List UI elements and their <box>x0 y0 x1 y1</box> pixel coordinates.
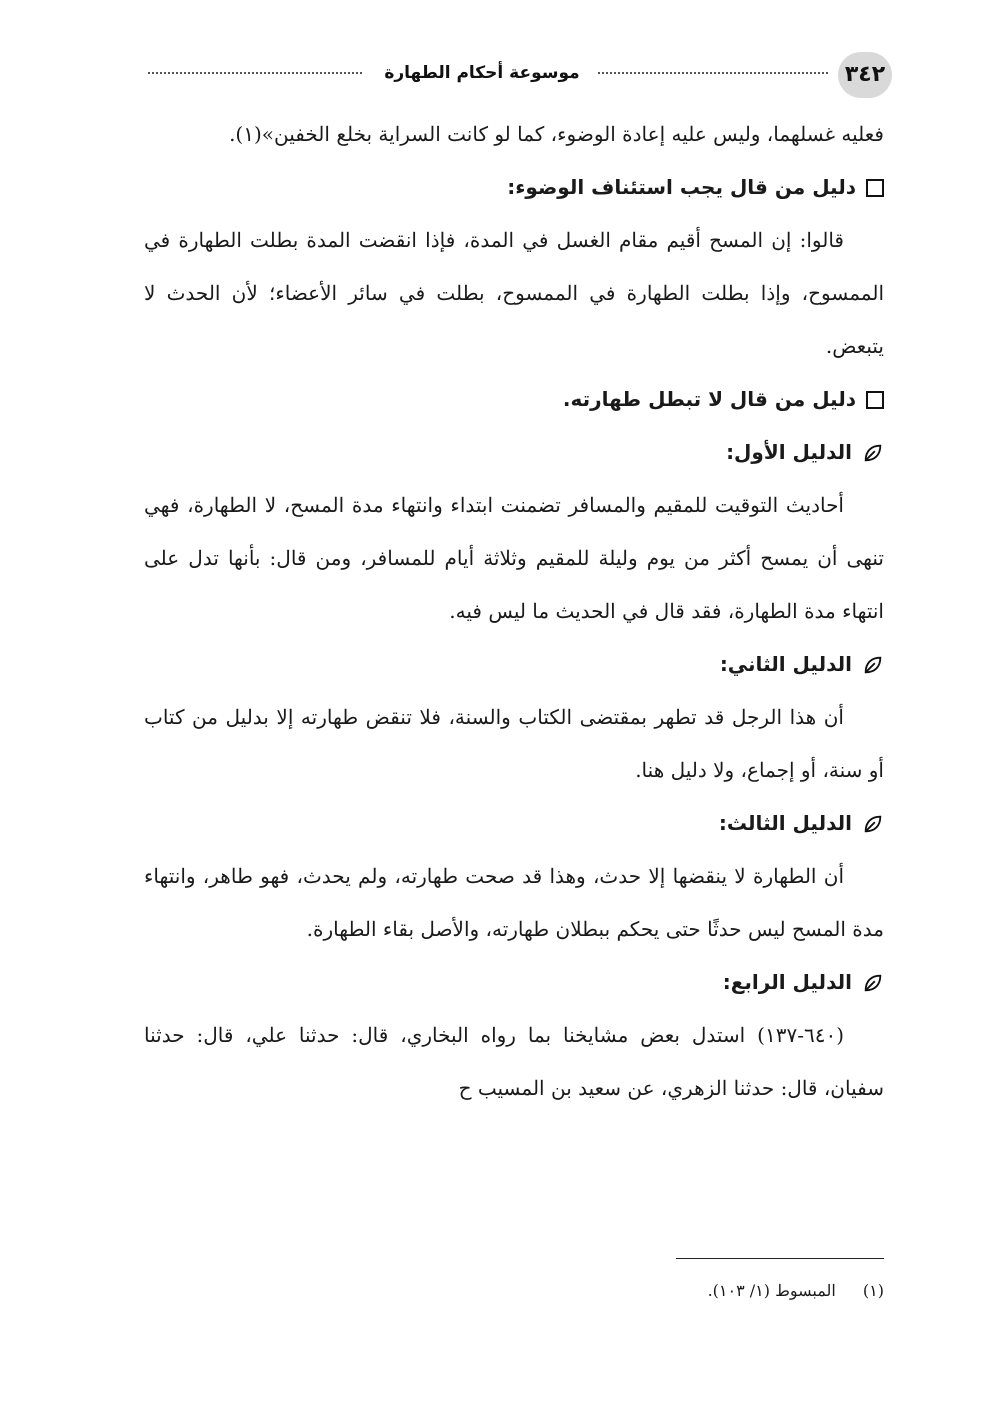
checkbox-icon <box>866 391 884 409</box>
evidence-heading-text: الدليل الثاني: <box>719 652 852 676</box>
paragraph: قالوا: إن المسح أقيم مقام الغسل في المدة، فإذا انقضت المدة بطلت الطهارة في الممسوح، وإذا بطلت الطهارة في الممسوح، بطلت في سائر الأعضاء؛ لأن الحدث لا يتبعض. <box>144 228 884 358</box>
page-body <box>144 108 884 1115</box>
leaf-ornament-icon <box>862 654 884 676</box>
paragraph: أن الطهارة لا ينقضها إلا حدث، وهذا قد صحت طهارته، ولم يحدث، فهو طاهر، وانتهاء مدة المسح ليس حدثًا حتى يحكم ببطلان طهارته، والأصل بقاء الطهارة. <box>144 864 884 941</box>
footnote-marker: (١) <box>862 1281 884 1300</box>
footnote-divider <box>676 1258 884 1259</box>
evidence-heading <box>144 956 884 1009</box>
page-number: ٣٤٢ <box>838 52 892 98</box>
evidence-heading <box>144 638 884 691</box>
header-dotted-rule-left <box>148 72 362 74</box>
evidence-heading-text: الدليل الثالث: <box>718 811 852 835</box>
leaf-ornament-icon <box>862 813 884 835</box>
header-dotted-rule-right <box>598 72 828 74</box>
footnote-text: المبسوط (١/ ١٠٣). <box>707 1281 836 1300</box>
section-heading-text: دليل من قال يجب استئناف الوضوء: <box>507 175 856 199</box>
leaf-ornament-icon <box>862 972 884 994</box>
paragraph: أحاديث التوقيت للمقيم والمسافر تضمنت ابتداء وانتهاء مدة المسح، لا الطهارة، فهي تنهى أن يمسح أكثر من يوم وليلة للمقيم وثلاثة أيام للمسافر، ومن قال: بأنها تدل على انتهاء مدة الطهارة، فقد قال في الحديث ما ليس فيه. <box>144 493 884 623</box>
paragraph: أن هذا الرجل قد تطهر بمقتضى الكتاب والسنة، فلا تنقض طهارته إلا بدليل من كتاب أو سنة، أو إجماع، ولا دليل هنا. <box>144 705 884 782</box>
evidence-heading-text: الدليل الأول: <box>726 440 852 464</box>
leaf-ornament-icon <box>862 442 884 464</box>
checkbox-icon <box>866 179 884 197</box>
paragraph: (٦٤٠-١٣٧) استدل بعض مشايخنا بما رواه البخاري، قال: حدثنا علي، قال: حدثنا سفيان، قال: حدثنا الزهري، عن سعيد بن المسيب ح <box>144 1023 884 1100</box>
section-heading <box>144 161 884 214</box>
section-heading-text: دليل من قال لا تبطل طهارته. <box>562 387 856 411</box>
page-header <box>148 52 892 98</box>
paragraph: فعليه غسلهما، وليس عليه إعادة الوضوء، كما لو كانت السراية بخلع الخفين»(١). <box>229 122 884 146</box>
evidence-heading <box>144 426 884 479</box>
evidence-heading-text: الدليل الرابع: <box>722 970 852 994</box>
section-heading <box>144 373 884 426</box>
evidence-heading <box>144 797 884 850</box>
footnote <box>144 1276 884 1306</box>
running-title: موسوعة أحكام الطهارة <box>384 63 580 83</box>
